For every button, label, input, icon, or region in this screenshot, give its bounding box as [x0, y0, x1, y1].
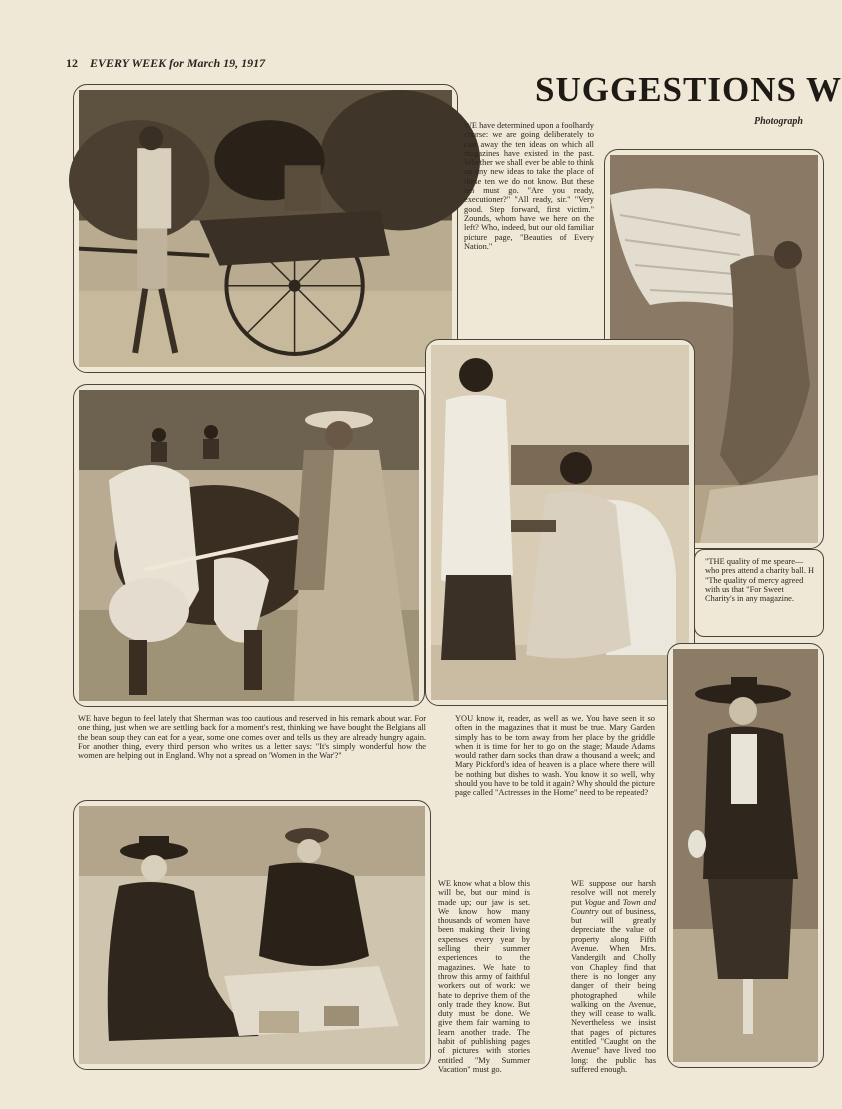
fashion-text-2: and — [605, 897, 623, 907]
cow-photo-icon — [79, 390, 419, 701]
nurse-actress-photo-frame — [425, 339, 695, 706]
issue-date: for March 19, 1917 — [169, 56, 266, 70]
publication-name: EVERY WEEK — [90, 56, 167, 70]
summer-paragraph: WE know what a blow this will be, but our mind is made up; our jaw is set. We know how many thousands of women have been making their living expenses every year by selling their summer experiences to the magazines. We hate to throw this army of faithful workers out of work: we hate to deprive them of the only trade they know. But duty must be done. We give them fair warning to learn another trade. The habit of publishing pages of pictures with stories entitled "My Summer Vacation" must go. — [438, 879, 530, 1074]
folio — [66, 56, 265, 71]
picnic-photo-frame — [73, 800, 431, 1070]
actresses-paragraph: YOU know it, reader, as well as we. You have seen it so often in the magazines that it must be true. Mary Garden simply has to be torn away from her place by the griddle when it is time for her to go on the stage; Maude Adams would rather darn socks than draw a thousand a week; and Mary Pickford's idea of heaven is a place where there will be nothing but dishes to wash. You know it so well, why should you have to be told it again? Why should the picture page called "Actresses in the Home" need to be repeated? — [455, 714, 655, 798]
page-number: 12 — [66, 56, 78, 70]
charity-paragraph: "THE quality of me speare—who pres attend a charity ball. H "The quality of mercy agreed with us that "For Sweet Charity's in any magazine. — [705, 557, 815, 604]
picnic-photo-icon — [79, 806, 425, 1064]
fashion-text-1: WE suppose our harsh resolve will not merely put — [571, 879, 656, 907]
photo-credit: Photograph — [754, 116, 803, 127]
rickshaw-photo-icon — [79, 90, 452, 367]
cow-photo-frame — [73, 384, 425, 707]
fashion-walk-photo-icon — [673, 649, 818, 1062]
nurse-actress-photo-icon — [431, 345, 689, 700]
vogue-title: Vogue — [584, 897, 605, 907]
fashion-walk-photo-frame — [667, 643, 824, 1068]
intro-paragraph: WE have determined upon a foolhardy course: we are going deliberately to cast away the ten ideas on which all magazines have existed in the past. Whether we shall ever be able to think up any new ideas to take the place of these ten we do not know. But these ten must go. "Are you ready, executioner?" "All ready, sir." "Very good. Step forward, first victim." Zounds, whom have we here on the left? Who, indeed, but our old familiar picture page, "Beauties of Every Nation." — [464, 121, 594, 251]
fashion-paragraph — [571, 879, 656, 1074]
war-paragraph: WE have begun to feel lately that Sherman was too cautious and reserved in his remark about war. For one thing, just when we are settling back for a moment's rest, thinking we have bought the Belgians all the bean soup they can eat for a year, some one comes over and tells us they are already hungry again. For another thing, every third person who writes us a letter says: "It's simply wonderful how the women are helping out in England. Why not a spread on 'Women in the War'?" — [78, 714, 426, 761]
page-headline: SUGGESTIONS W — [535, 70, 842, 109]
rickshaw-photo-frame — [73, 84, 458, 373]
fashion-text-3: out of business, but will greatly depreciate the value of property along Fifth Avenue. When Mrs. Vandergilt and Cholly von Chapley find that there is no longer any danger of their being photographed while walking on the Avenue, they will cease to walk. Nevertheless we insist that pages of pictures entitled "Caught on the Avenue" have lived too long: the public has suffered enough. — [571, 906, 656, 1074]
town-country-title: Town and Country — [571, 897, 656, 916]
